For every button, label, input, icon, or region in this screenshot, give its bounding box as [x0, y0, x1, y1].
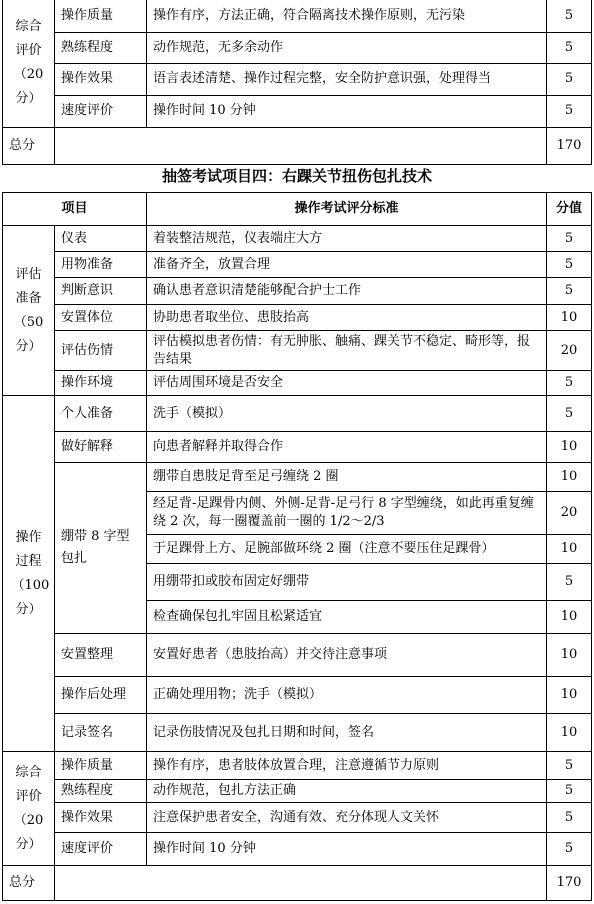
category-cell [3, 396, 55, 752]
criteria-cell: 安置好患者（患肢抬高）并交待注意事项 [147, 634, 547, 677]
header-criteria: 操作考试评分标准 [147, 193, 547, 226]
item-cell: 判断意识 [55, 278, 147, 305]
total-label: 总分 [3, 866, 55, 901]
criteria-cell: 经足背-足踝骨内侧、外侧-足背-足弓行 8 字型缠绕，如此再重复缠绕 2 次，每一圈覆盖前一圈的 1/2～2/3 [147, 492, 547, 535]
score-cell: 20 [547, 331, 592, 371]
table-row [3, 305, 592, 331]
table-row [3, 226, 592, 252]
category-cell [3, 0, 55, 127]
criteria-cell: 准备齐全，放置合理 [147, 252, 547, 278]
category-label: 综合评价（20分） [13, 19, 44, 107]
criteria-cell: 操作有序，患者肢体放置合理，注意遵循节力原则 [147, 752, 547, 780]
score-cell: 10 [547, 677, 592, 714]
score-cell: 20 [547, 492, 592, 535]
score-cell: 10 [547, 601, 592, 634]
table-row [3, 63, 592, 95]
table-row [3, 95, 592, 127]
item-cell: 速度评价 [55, 95, 147, 127]
item-cell: 安置体位 [55, 305, 147, 331]
header-row [3, 193, 592, 226]
table-row [3, 780, 592, 803]
table-row [3, 463, 592, 492]
criteria-cell: 于足踝骨上方、足腕部做环绕 2 圈（注意不要压住足踝骨） [147, 535, 547, 564]
score-cell: 5 [547, 278, 592, 305]
criteria-cell: 操作时间 10 分钟 [147, 833, 547, 866]
criteria-cell: 动作规范，无多余动作 [147, 32, 547, 63]
item-cell: 做好解释 [55, 432, 147, 463]
criteria-cell: 洗手（模拟） [147, 396, 547, 432]
item-cell-bandage [55, 463, 147, 634]
score-table-previous [2, 0, 592, 165]
criteria-cell: 确认患者意识清楚能够配合护士工作 [147, 278, 547, 305]
bandage-item-label: 绷带 8 字型包扎 [61, 529, 130, 566]
criteria-cell: 记录伤肢情况及包扎日期和时间，签名 [147, 714, 547, 752]
item-cell: 操作效果 [55, 63, 147, 95]
table-row [3, 752, 592, 780]
score-table-ankle-bandage [2, 192, 592, 901]
score-cell: 5 [547, 780, 592, 803]
score-cell: 5 [547, 371, 592, 396]
criteria-cell: 检查确保包扎牢固且松紧适宜 [147, 601, 547, 634]
item-cell: 操作效果 [55, 803, 147, 833]
score-cell: 10 [547, 463, 592, 492]
table-row [3, 714, 592, 752]
item-cell: 操作环境 [55, 371, 147, 396]
empty-cell [55, 866, 547, 901]
score-cell: 5 [547, 0, 592, 32]
item-cell: 仪表 [55, 226, 147, 252]
category-cell [3, 752, 55, 866]
total-row [3, 866, 592, 901]
item-cell: 速度评价 [55, 833, 147, 866]
criteria-cell: 动作规范，包扎方法正确 [147, 780, 547, 803]
category-label: 操作过程（100分） [11, 529, 50, 617]
score-cell: 5 [547, 564, 592, 601]
table-row [3, 252, 592, 278]
score-cell: 10 [547, 305, 592, 331]
item-cell: 记录签名 [55, 714, 147, 752]
item-cell: 操作后处理 [55, 677, 147, 714]
score-cell: 10 [547, 432, 592, 463]
table-row [3, 0, 592, 32]
score-cell: 5 [547, 803, 592, 833]
table-row [3, 32, 592, 63]
criteria-cell: 向患者解释并取得合作 [147, 432, 547, 463]
category-label: 评估准备（50分） [13, 266, 44, 354]
score-cell: 5 [547, 396, 592, 432]
criteria-cell: 注意保护患者安全，沟通有效、充分体现人文关怀 [147, 803, 547, 833]
score-cell: 5 [547, 95, 592, 127]
item-cell: 操作质量 [55, 752, 147, 780]
item-cell: 评估伤情 [55, 331, 147, 371]
item-cell: 熟练程度 [55, 780, 147, 803]
table-row [3, 371, 592, 396]
criteria-cell: 操作时间 10 分钟 [147, 95, 547, 127]
score-cell: 5 [547, 252, 592, 278]
score-cell: 5 [547, 226, 592, 252]
score-cell: 10 [547, 634, 592, 677]
empty-cell [55, 127, 547, 164]
total-score: 170 [547, 866, 592, 901]
table-row [3, 634, 592, 677]
criteria-cell: 用绷带扣或胶布固定好绷带 [147, 564, 547, 601]
score-cell: 5 [547, 32, 592, 63]
score-cell: 5 [547, 63, 592, 95]
header-item: 项目 [3, 193, 147, 226]
table-row [3, 803, 592, 833]
table-row [3, 432, 592, 463]
item-cell: 熟练程度 [55, 32, 147, 63]
score-cell: 5 [547, 752, 592, 780]
criteria-cell: 语言表述清楚、操作过程完整，安全防护意识强，处理得当 [147, 63, 547, 95]
table-row [3, 278, 592, 305]
table-row [3, 677, 592, 714]
item-cell: 安置整理 [55, 634, 147, 677]
score-cell: 5 [547, 833, 592, 866]
category-label: 综合评价（20分） [13, 764, 44, 852]
item-cell: 个人准备 [55, 396, 147, 432]
criteria-cell: 评估模拟患者伤情：有无肿胀、触痛、踝关节不稳定、畸形等，报告结果 [147, 331, 547, 371]
criteria-cell: 协助患者取坐位、患肢抬高 [147, 305, 547, 331]
total-score: 170 [547, 127, 592, 164]
criteria-cell: 绷带自患肢足背至足弓缠绕 2 圈 [147, 463, 547, 492]
criteria-cell: 着装整洁规范，仪表端庄大方 [147, 226, 547, 252]
score-cell: 10 [547, 535, 592, 564]
header-score: 分值 [547, 193, 592, 226]
score-cell: 10 [547, 714, 592, 752]
category-cell [3, 226, 55, 396]
table-row [3, 331, 592, 371]
total-label: 总分 [3, 127, 55, 164]
criteria-cell: 操作有序，方法正确，符合隔离技术操作原则，无污染 [147, 0, 547, 32]
item-cell: 操作质量 [55, 0, 147, 32]
table-row [3, 833, 592, 866]
total-row [3, 127, 592, 164]
criteria-cell: 评估周围环境是否安全 [147, 371, 547, 396]
criteria-cell: 正确处理用物；洗手（模拟） [147, 677, 547, 714]
item-cell: 用物准备 [55, 252, 147, 278]
section-title: 抽签考试项目四：右踝关节扭伤包扎技术 [161, 167, 432, 185]
table-row [3, 396, 592, 432]
